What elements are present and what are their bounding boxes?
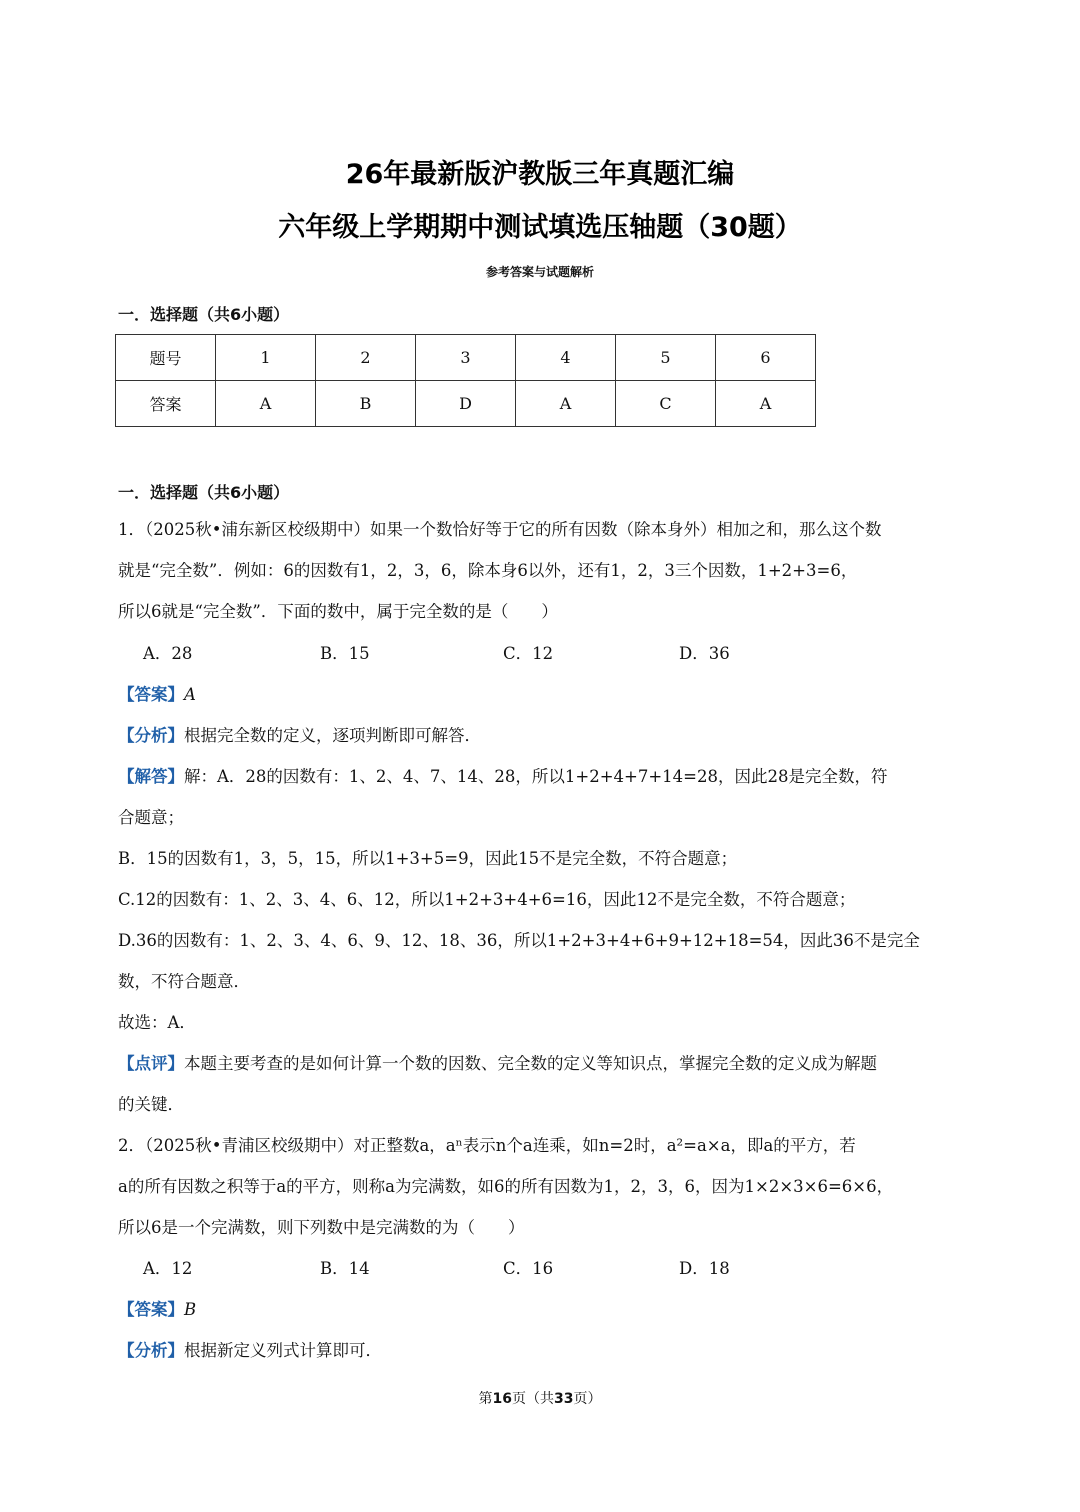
q1-analysis	[118, 725, 481, 747]
footer-total-pages: 33	[554, 1391, 574, 1407]
table-cell-answer: C	[616, 381, 716, 427]
q2-stem-line: a的所有因数之积等于a的平方，则称a为完满数，如6的所有因数为1，2，3，6，因为1×2×3×6=6×6，	[118, 1177, 894, 1196]
table-cell-number: 4	[516, 335, 616, 381]
answer-table	[115, 334, 816, 427]
table-cell-answer: D	[416, 381, 516, 427]
table-cell-number: 5	[616, 335, 716, 381]
table-cell-answer: A	[716, 381, 816, 427]
q2-option-c: C．16	[503, 1259, 554, 1278]
comment-text: 本题主要考查的是如何计算一个数的因数、完全数的定义等知识点，掌握完全数的定义成为解题	[184, 1054, 877, 1073]
q1-comment-line: 的关键．	[118, 1095, 184, 1114]
q1-stem-line: 就是“完全数”．例如：6的因数有1，2，3，6，除本身6以外，还有1，2，3三个因数，1+2+3=6，	[118, 561, 858, 580]
q1-stem-line: 1．（2025秋•浦东新区校级期中）如果一个数恰好等于它的所有因数（除本身外）相加之和，那么这个数	[118, 520, 882, 539]
q2-option-a: A．12	[143, 1259, 193, 1278]
document-title-line1: 26年最新版沪教版三年真题汇编	[345, 159, 735, 190]
comment-tag: 【点评】	[118, 1054, 184, 1073]
answer-tag: 【答案】	[118, 685, 184, 704]
table-cell-answer: A	[216, 381, 316, 427]
analysis-tag: 【分析】	[118, 726, 184, 745]
table-cell-number: 6	[716, 335, 816, 381]
footer-middle: 页（共	[512, 1391, 554, 1407]
solution-text: 解：A．28的因数有：1、2、4、7、14、28，所以1+2+4+7+14=28，因此28是完全数，符	[184, 767, 888, 786]
q2-stem-line: 所以6是一个完满数，则下列数中是完满数的为（ ）	[118, 1218, 525, 1237]
section-heading-table: 一．选择题（共6小题）	[118, 305, 290, 324]
q1-choice: 故选：A．	[118, 1013, 196, 1032]
q2-option-b: B．14	[320, 1259, 370, 1278]
analysis-text: 根据完全数的定义，逐项判断即可解答．	[184, 726, 481, 745]
footer-prefix: 第	[478, 1391, 493, 1407]
q2-option-d: D．18	[679, 1259, 730, 1278]
q1-answer	[118, 684, 196, 706]
answer-value: B	[184, 1300, 197, 1319]
q2-analysis	[118, 1340, 382, 1362]
q1-option-b: B．15	[320, 644, 370, 663]
q1-solution-line: C.12的因数有：1、2、3、4、6、12，所以1+2+3+4+6=16，因此12不是完全数，不符合题意；	[118, 890, 856, 909]
q1-solution-line: 合题意；	[118, 808, 184, 827]
q1-stem-line: 所以6就是“完全数”．下面的数中，属于完全数的是（ ）	[118, 602, 558, 621]
document-subtitle: 参考答案与试题解析	[485, 265, 594, 279]
table-cell-answer: A	[516, 381, 616, 427]
q1-solution	[118, 766, 888, 788]
answer-value: A	[184, 685, 196, 704]
q1-solution-line: 数，不符合题意．	[118, 972, 250, 991]
table-header-number: 题号	[116, 335, 216, 381]
solution-tag: 【解答】	[118, 767, 184, 786]
answer-table-number-row	[116, 335, 816, 381]
footer-page-number: 16	[492, 1391, 512, 1407]
document-title-line2: 六年级上学期期中测试填选压轴题（30题）	[278, 212, 802, 243]
analysis-tag: 【分析】	[118, 1341, 184, 1360]
q1-option-a: A．28	[143, 644, 193, 663]
answer-tag: 【答案】	[118, 1300, 184, 1319]
q1-solution-line: D.36的因数有：1、2、3、4、6、9、12、18、36，所以1+2+3+4+6+9+12+18=54，因此36不是完全	[118, 931, 920, 950]
table-cell-number: 2	[316, 335, 416, 381]
table-header-answer: 答案	[116, 381, 216, 427]
table-cell-number: 3	[416, 335, 516, 381]
q1-option-c: C．12	[503, 644, 554, 663]
q1-solution-line: B．15的因数有1，3，5，15，所以1+3+5=9，因此15不是完全数，不符合题意；	[118, 849, 738, 868]
analysis-text: 根据新定义列式计算即可．	[184, 1341, 382, 1360]
q1-comment	[118, 1053, 877, 1075]
q1-option-d: D．36	[679, 644, 730, 663]
q2-stem-line: 2．（2025秋•青浦区校级期中）对正整数a，aⁿ表示n个a连乘，如n=2时，a²=a×a，即a的平方，若	[118, 1136, 856, 1155]
footer-suffix: 页）	[573, 1391, 602, 1407]
q2-answer	[118, 1299, 196, 1321]
page-footer	[0, 1388, 1080, 1408]
section-heading-questions: 一．选择题（共6小题）	[118, 483, 290, 502]
table-cell-number: 1	[216, 335, 316, 381]
answer-table-answer-row	[116, 381, 816, 427]
table-cell-answer: B	[316, 381, 416, 427]
